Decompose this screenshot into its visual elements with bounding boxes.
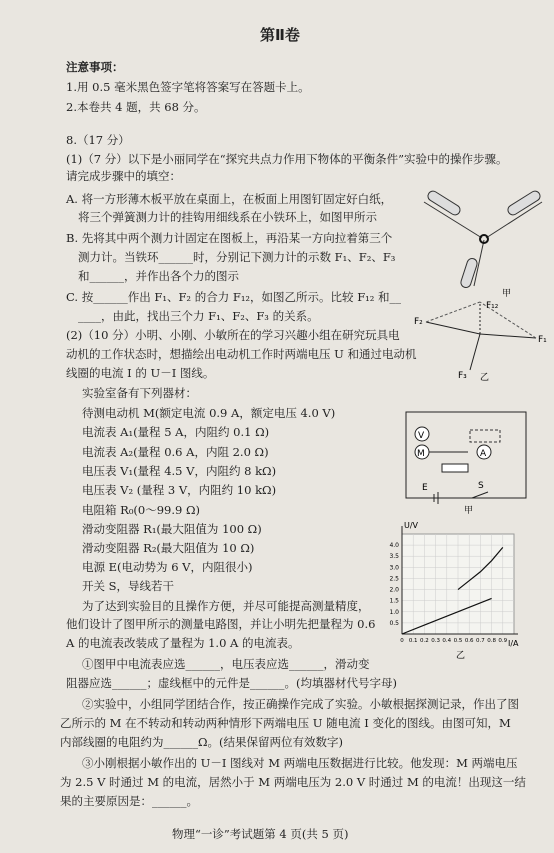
label-f2: F₂: [414, 317, 423, 327]
part3-line: 阻器应选______；虚线框中的元件是______。(均填器材代号字母): [66, 676, 397, 690]
x-tick-label: 0.5: [453, 638, 463, 644]
spring-scale-bottom: [460, 240, 484, 289]
part1-line: A. 将一方形薄木板平放在桌面上，在板面上用图钉固定好白纸，: [66, 192, 393, 206]
spring-scale-right: [486, 189, 542, 238]
force-f1-arrow: [480, 334, 536, 338]
section-title: 第Ⅱ卷: [260, 26, 300, 44]
part3-line: 为 2.5 V 时通过 M 的电流，居然小于 M 两端电压为 2.0 V 时通过 M 的电流！出现这一结: [60, 775, 526, 789]
part3-line: A 的电流表改装成了量程为 1.0 A 的电流表。: [66, 636, 300, 650]
part2-line: 电流表 A₁(量程 5 A，内阻约 0.1 Ω): [82, 425, 270, 439]
force-f2-arrow: [426, 322, 480, 334]
label-f12: F₁₂: [486, 301, 499, 311]
x-tick-label: 0.8: [487, 638, 496, 644]
x-tick-label: 0.9: [498, 638, 508, 644]
note-1: 1.用 0.5 毫米黑色签字笔将答案写在答题卡上。: [66, 80, 310, 94]
x-tick-label: 0.3: [431, 638, 440, 644]
parallelogram-edge: [426, 302, 480, 322]
part1-line: ____，由此，找出三个力 F₁、F₂、F₃ 的关系。: [78, 309, 319, 323]
motor-label: M: [417, 449, 425, 459]
label-f3: F₃: [458, 371, 467, 381]
y-axis-label: U/V: [404, 521, 419, 530]
part2-line: 滑动变阻器 R₂(最大阻值为 10 Ω): [82, 541, 255, 555]
notes-header: 注意事项：: [66, 60, 124, 74]
figure-caption-jia: 甲: [502, 289, 512, 299]
x-tick-label: 0.6: [464, 638, 474, 644]
part1-line: 请完成步骤中的填空：: [66, 169, 181, 183]
y-tick-label: 3.5: [389, 553, 399, 561]
dashed-box: [470, 430, 500, 442]
x-tick-label: 0.7: [476, 638, 485, 644]
part2-line: 电压表 V₁(量程 4.5 V，内阻约 8 kΩ): [82, 464, 277, 478]
page-footer: 物理“一诊”考试题第 4 页(共 5 页): [172, 827, 349, 841]
switch-label: S: [478, 481, 484, 491]
chart-caption: 乙: [456, 651, 466, 660]
part2-line: 实验室备有下列器材：: [82, 386, 197, 400]
spring-scales-figure: [418, 188, 548, 300]
part2-line: 待测电动机 M(额定电流 0.9 A，额定电压 4.0 V): [82, 406, 336, 420]
part2-line: 电源 E(电动势为 6 V，内阻很小): [82, 560, 253, 574]
part3-line: 乙所示的 M 在不转动和转动两种情形下两端电压 U 随电流 I 变化的图线。由图可知，M: [60, 716, 511, 730]
switch-symbol: [472, 492, 488, 498]
part3-line: 果的主要原因是：______。: [60, 794, 198, 808]
part2-line: 动机的工作状态时，想描绘出电动机工作时两端电压 U 和通过电动机: [66, 347, 417, 361]
force-f3-arrow: [470, 334, 480, 370]
label-f1: F₁: [538, 335, 547, 345]
y-tick-label: 4.0: [389, 542, 399, 550]
part2-line: 滑动变阻器 R₁(最大阻值为 100 Ω): [82, 522, 262, 536]
y-tick-label: 1.0: [389, 608, 399, 616]
part1-line: 和______，并作出各个力的图示: [78, 269, 239, 283]
voltmeter-label: V: [418, 431, 425, 441]
part2-line: 线圈的电流 I 的 U－I 图线。: [66, 366, 215, 380]
part2-line: 电流表 A₂(量程 0.6 A，内阻 2.0 Ω): [82, 445, 269, 459]
part3-line: 他们设计了图甲所示的测量电路图，并让小明先把量程为 0.6: [66, 617, 376, 631]
part2-line: (2)（10 分）小明、小刚、小敏所在的学习兴趣小组在研究玩具电: [66, 328, 400, 342]
note-2: 2.本卷共 4 题，共 68 分。: [66, 100, 206, 114]
part1-line: 将三个弹簧测力计的挂钩用细线系在小铁环上，如图甲所示: [78, 210, 377, 224]
force-diagram: [408, 298, 548, 384]
circuit-diagram: [398, 408, 538, 516]
rheostat-symbol: [442, 464, 468, 472]
x-axis-label: I/A: [508, 639, 519, 648]
part1-line: C. 按______作出 F₁、F₂ 的合力 F₁₂，如图乙所示。比较 F₁₂ 和__: [66, 290, 402, 304]
part2-line: 电阻箱 R₀(0～99.9 Ω): [82, 503, 201, 517]
source-label: E: [422, 483, 428, 493]
part3-line: 内部线圈的电阻约为______Ω。(结果保留两位有效数字): [60, 735, 344, 749]
part1-line: 测力计。当铁环______时，分别记下测力计的示数 F₁、F₂、F₃: [78, 250, 396, 264]
x-tick-label: 0.2: [420, 638, 429, 644]
part2-line: 电压表 V₂ (量程 3 V，内阻约 10 kΩ): [82, 483, 277, 497]
figure-caption-yi: 乙: [480, 373, 490, 383]
x-tick-label: 0.4: [442, 638, 452, 644]
part2-line: 开关 S，导线若干: [82, 579, 175, 593]
u-i-chart: [380, 520, 530, 660]
x-tick-label: 0.1: [408, 638, 418, 644]
y-tick-label: 1.5: [389, 597, 399, 605]
circuit-caption: 甲: [464, 506, 474, 516]
x-tick-label: 0: [400, 638, 404, 644]
part3-line: ①图甲中电流表应选______，电压表应选______，滑动变: [82, 657, 370, 671]
part1-line: B. 先将其中两个测力计固定在图板上，再沿某一方向拉着第三个: [66, 231, 393, 245]
part3-line: ②实验中，小组同学团结合作，按正确操作完成了实验。小敏根据探测记录，作出了图: [82, 697, 519, 711]
part3-line: 为了达到实验目的且操作方便，并尽可能提高测量精度，: [82, 599, 370, 613]
y-tick-label: 2.5: [389, 575, 399, 583]
part3-line: ③小刚根据小敏作出的 U－I 图线对 M 两端电压数据进行比较。他发现：M 两端电压: [82, 756, 518, 770]
ammeter-label: A: [480, 449, 487, 459]
question-number: 8.（17 分）: [66, 133, 130, 147]
spring-scale-left: [424, 189, 482, 238]
y-tick-label: 0.5: [389, 619, 399, 627]
y-tick-label: 3.0: [389, 564, 399, 572]
y-tick-label: 2.0: [389, 586, 399, 594]
part1-line: (1)（7 分）以下是小丽同学在“探究共点力作用下物体的平衡条件”实验中的操作步骤。: [66, 152, 508, 166]
